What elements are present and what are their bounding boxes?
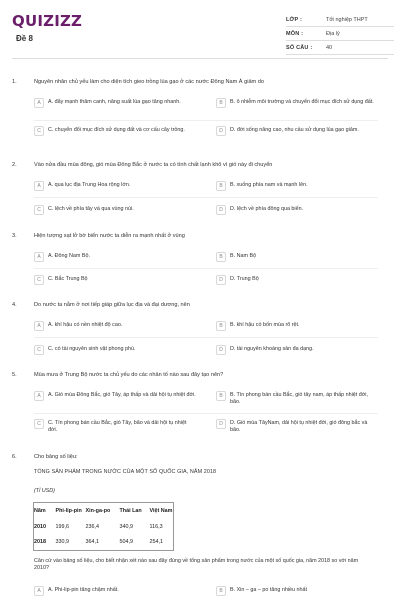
question-number: 6. bbox=[12, 454, 17, 460]
table-header-cell: Thái Lan bbox=[119, 507, 142, 514]
option-text: C. Tín phong bán cầu Bắc, gió Tây, bão và dải hội tụ nhiệt đới. bbox=[48, 420, 187, 433]
question-text: Nguyên nhân chủ yếu làm cho diện tích gieo trồng lúa gạo ở các nước Đông Nam Á giảm do bbox=[34, 79, 264, 85]
table-cell: 504,9 bbox=[119, 539, 133, 546]
table-cell: 199,6 bbox=[55, 523, 69, 530]
option-text: D. tài nguyên khoáng sản đa dạng. bbox=[230, 346, 314, 352]
option-text: D. Trung Bộ bbox=[230, 276, 259, 282]
table-unit: (Tỉ USD) bbox=[34, 488, 55, 494]
question-number: 4. bbox=[12, 302, 17, 308]
table-cell: 236,4 bbox=[85, 523, 99, 530]
option-c[interactable] bbox=[34, 346, 196, 355]
table-header-cell: Năm bbox=[34, 507, 46, 514]
table-cell: 2018 bbox=[34, 539, 46, 546]
option-d[interactable] bbox=[216, 346, 378, 355]
table-cell: 330,9 bbox=[55, 539, 69, 546]
meta-row-subject bbox=[286, 27, 394, 41]
table-header-cell: Xin-ga-po bbox=[85, 507, 111, 514]
row-divider bbox=[34, 120, 378, 121]
option-letter: D bbox=[216, 345, 226, 355]
question-text: Hiện tượng sạt lở bờ biển nước ta diễn ra mạnh nhất ở vùng bbox=[34, 233, 185, 239]
meta-value: Tốt nghiệp THPT bbox=[326, 16, 368, 23]
meta-row-question-count bbox=[286, 41, 394, 55]
option-letter: B bbox=[216, 252, 226, 262]
question-text: Mùa mưa ở Trung Bộ nước ta chủ yếu do các nhân tố nào sau đây tạo nên? bbox=[34, 372, 224, 378]
option-letter: B bbox=[216, 181, 226, 191]
meta-label: MÔN : bbox=[286, 30, 304, 37]
option-letter: D bbox=[216, 205, 226, 215]
option-text: B. Xin – ga – po tăng nhiều nhất bbox=[230, 587, 308, 593]
question-number: 2. bbox=[12, 162, 17, 168]
option-c[interactable] bbox=[34, 276, 196, 285]
option-letter: A bbox=[34, 321, 44, 331]
table-cell: 2010 bbox=[34, 523, 46, 530]
option-d[interactable] bbox=[216, 127, 378, 136]
option-d[interactable] bbox=[216, 420, 378, 434]
option-letter: A bbox=[34, 181, 44, 191]
option-text: A. đẩy mạnh thâm canh, năng suất lúa gạo tăng nhanh. bbox=[48, 99, 181, 105]
option-a[interactable] bbox=[34, 392, 196, 401]
header-divider bbox=[12, 58, 388, 59]
option-text: B. ô nhiễm môi trường và chuyển đổi mục đích sử dụng đất. bbox=[230, 99, 374, 105]
option-text: C. Bắc Trung Bộ bbox=[48, 276, 88, 282]
option-b[interactable] bbox=[216, 182, 378, 191]
option-d[interactable] bbox=[216, 206, 378, 215]
question-number: 5. bbox=[12, 372, 17, 378]
option-letter: D bbox=[216, 419, 226, 429]
option-letter: A bbox=[34, 391, 44, 401]
table-header-cell: Phi-lip-pin bbox=[55, 507, 82, 514]
option-letter: C bbox=[34, 205, 44, 215]
table-cell: 254,1 bbox=[149, 539, 163, 546]
option-a[interactable] bbox=[34, 322, 196, 331]
option-b[interactable] bbox=[216, 99, 378, 108]
option-c[interactable] bbox=[34, 420, 196, 434]
option-d[interactable] bbox=[216, 276, 378, 285]
option-text: A. khí hậu có nền nhiệt độ cao. bbox=[48, 322, 123, 328]
option-a[interactable] bbox=[34, 182, 196, 191]
table-header-cell: Việt Nam bbox=[149, 507, 173, 514]
option-letter: A bbox=[34, 252, 44, 262]
option-letter: B bbox=[216, 586, 226, 596]
option-letter: C bbox=[34, 345, 44, 355]
option-a[interactable] bbox=[34, 99, 196, 108]
table-cell: 364,1 bbox=[85, 539, 99, 546]
table-cell: 116,3 bbox=[149, 523, 163, 530]
meta-row-class bbox=[286, 13, 394, 27]
option-text: A. Gió mùa Đông Bắc, gió Tây, áp thấp và dải hội tụ nhiệt đới. bbox=[48, 392, 196, 398]
option-a[interactable] bbox=[34, 587, 196, 596]
option-text: C. lệch về phía tây và qua vùng núi. bbox=[48, 206, 134, 212]
meta-label: SỐ CÂU : bbox=[286, 44, 313, 51]
option-text: B. xuống phía nam và mạnh lên. bbox=[230, 182, 308, 188]
option-letter: B bbox=[216, 391, 226, 401]
option-letter: C bbox=[34, 275, 44, 285]
table-header-row bbox=[34, 503, 174, 519]
question-text: Vào nửa đầu mùa đông, gió mùa Đông Bắc ở nước ta có tính chất lạnh khô vì gió này đi chuyển bbox=[34, 162, 273, 168]
option-b[interactable] bbox=[216, 587, 378, 596]
row-divider bbox=[34, 197, 378, 198]
question-number: 1. bbox=[12, 79, 17, 85]
question-number: 3. bbox=[12, 233, 17, 239]
option-b[interactable] bbox=[216, 392, 378, 406]
question-intro: Cho bảng số liệu: bbox=[34, 454, 78, 460]
option-text: C. chuyển đổi mục đích sử dụng đất và cơ cấu cây trồng. bbox=[48, 127, 185, 133]
document-title: Đề 8 bbox=[16, 34, 33, 43]
table-row bbox=[34, 519, 174, 535]
table-row bbox=[34, 535, 174, 551]
option-a[interactable] bbox=[34, 253, 196, 262]
question-text: Do nước ta nằm ở nơi tiếp giáp giữa lục địa và đại dương, nên bbox=[34, 302, 190, 308]
question-text: Căn cứ vào bảng số liệu, cho biết nhận xét nào sau đây đúng về tổng sản phẩm trong nước của một số quốc gia, năm 2018 so với năm 2010? bbox=[34, 558, 359, 571]
option-text: B. Nam Bộ bbox=[230, 253, 257, 259]
option-letter: C bbox=[34, 126, 44, 136]
option-text: B. khí hậu có bốn mùa rõ rệt. bbox=[230, 322, 300, 328]
row-divider bbox=[34, 413, 378, 414]
option-c[interactable] bbox=[34, 127, 196, 136]
table-title: TỔNG SẢN PHẨM TRONG NƯỚC CỦA MỘT SỐ QUỐC GIA, NĂM 2018 bbox=[34, 469, 217, 475]
row-divider bbox=[34, 337, 378, 338]
option-letter: D bbox=[216, 126, 226, 136]
option-text: A. Phi-lip-pin tăng chậm nhất. bbox=[48, 587, 119, 593]
row-divider bbox=[34, 268, 378, 269]
table-cell: 340,9 bbox=[119, 523, 133, 530]
option-text: A. qua lục địa Trung Hoa rộng lớn. bbox=[48, 182, 131, 188]
option-b[interactable] bbox=[216, 253, 378, 262]
option-letter: B bbox=[216, 321, 226, 331]
option-text: D. lệch về phía đông qua biển. bbox=[230, 206, 304, 212]
meta-label: LỚP : bbox=[286, 16, 302, 23]
option-text: D. Gió mùa TâyNam, dải hội tụ nhiệt đới, gió đông bắc và bão. bbox=[230, 420, 368, 433]
option-text: D. đời sống nâng cao, nhu cầu sử dụng lúa gạo giảm. bbox=[230, 127, 359, 133]
meta-value: Địa lý bbox=[326, 30, 340, 37]
option-text: B. Tín phong bán cầu Bắc, gió tây nam, áp thấp nhiệt đới, bão. bbox=[230, 392, 368, 405]
option-letter: A bbox=[34, 98, 44, 108]
option-b[interactable] bbox=[216, 322, 378, 331]
quizizz-logo: QUIZIZZ bbox=[12, 12, 83, 30]
option-c[interactable] bbox=[34, 206, 196, 215]
meta-value: 40 bbox=[326, 44, 333, 51]
option-text: C. có tài nguyên sinh vật phong phú. bbox=[48, 346, 136, 352]
option-letter: A bbox=[34, 586, 44, 596]
gdp-table bbox=[33, 502, 174, 551]
option-text: A. Đông Nam Bộ. bbox=[48, 253, 90, 259]
option-letter: B bbox=[216, 98, 226, 108]
option-letter: D bbox=[216, 275, 226, 285]
option-letter: C bbox=[34, 419, 44, 429]
meta-panel bbox=[286, 13, 394, 55]
